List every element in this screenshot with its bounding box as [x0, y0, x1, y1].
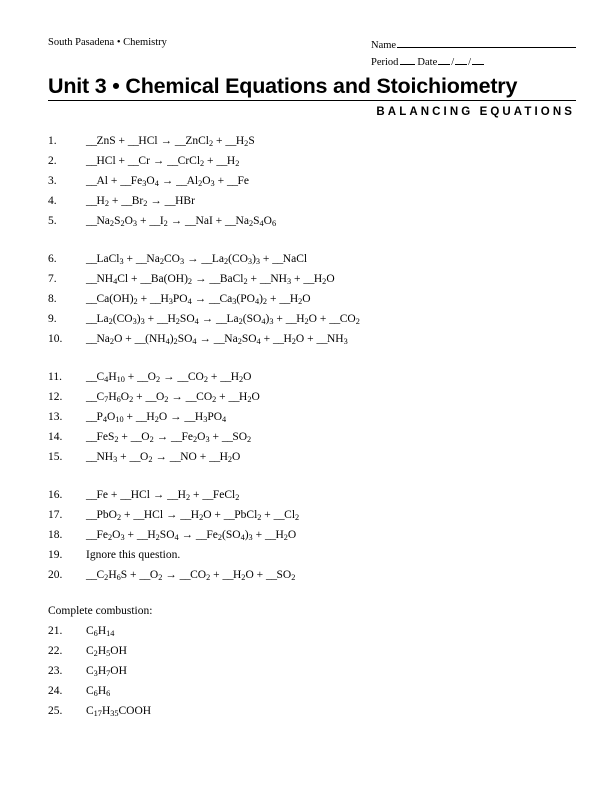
- item-number: 19.: [48, 549, 63, 561]
- item-equation[interactable]: $\_\_Na_2O$ + $\_\_(NH_4)_2SO_4$ → $\_\_Na_2SO_4$ + $\_\_H_2O$ + $\_\_NH_3$: [86, 333, 348, 346]
- problem-group: [48, 135, 576, 235]
- item-equation[interactable]: $\_\_Fe_2O_3$ + $\_\_H_2SO_4$ → $\_\_Fe_2(SO_4)_3$ + $\_\_H_2O$: [86, 529, 297, 542]
- problem-item: [48, 195, 576, 215]
- combustion-item: [48, 705, 576, 725]
- problem-item: [48, 175, 576, 195]
- item-equation[interactable]: $\_\_C_4H_{10}$ + $\_\_O_2$ → $\_\_CO_2$ + $\_\_H_2O$: [86, 371, 252, 384]
- item-equation[interactable]: $\_\_NH_4Cl$ + $\_\_Ba(OH)_2$ → __BaCl$_2$ + $\_\_NH_3$ + $\_\_H_2O$: [86, 273, 335, 286]
- item-equation[interactable]: __Fe + __HCl → $\_\_H_2$ + __FeCl$_2$: [86, 489, 240, 502]
- item-number: 14.: [48, 431, 63, 443]
- problem-item: [48, 253, 576, 273]
- problem-group: [48, 253, 576, 353]
- problem-item: [48, 313, 576, 333]
- problem-list: [48, 135, 576, 589]
- item-number: 10.: [48, 333, 63, 345]
- problem-item: [48, 569, 576, 589]
- item-number: 7.: [48, 273, 57, 285]
- problem-item: [48, 509, 576, 529]
- item-number: 17.: [48, 509, 63, 521]
- item-equation[interactable]: __ZnS + __HCl → __ZnCl$_2$ + $\_\_H_2S$: [86, 135, 255, 148]
- item-number: 24.: [48, 685, 63, 697]
- period-label: Period: [371, 57, 399, 68]
- combustion-list: [48, 625, 576, 725]
- page-title: Unit 3 • Chemical Equations and Stoichiometry: [48, 74, 518, 98]
- item-equation[interactable]: $\_\_La_2(CO_3)_3$ + $\_\_H_2SO_4$ → $\_\_La_2(SO_4)_3$ + $\_\_H_2O$ + $\_\_CO_2$: [86, 313, 360, 326]
- item-number: 20.: [48, 569, 63, 581]
- item-number: 22.: [48, 645, 63, 657]
- group-spacer: [48, 235, 576, 253]
- item-equation[interactable]: __LaCl$_3$ + $\_\_Na_2CO_3$ → $\_\_La_2(CO_3)_3$ + __NaCl: [86, 253, 308, 266]
- combustion-item: [48, 645, 576, 665]
- combustion-item: [48, 665, 576, 685]
- item-equation[interactable]: $C_6H_{14}$: [86, 625, 115, 638]
- item-equation[interactable]: __PbO$_2$ + __HCl → $\_\_H_2O$ + __PbCl$_2$ + $\_\_Cl_2$: [86, 509, 300, 522]
- date-slash-1: /: [451, 57, 455, 68]
- item-equation[interactable]: $\_\_Na_2S_2O_3$ + $\_\_I_2$ → __NaI + $\_\_Na_2S_4O_6$: [86, 215, 277, 228]
- item-number: 5.: [48, 215, 57, 227]
- item-equation[interactable]: __Al + $\_\_Fe_3O_4$ → $\_\_Al_2O_3$ + __Fe: [86, 175, 249, 188]
- item-number: 11.: [48, 371, 62, 383]
- item-number: 8.: [48, 293, 57, 305]
- combustion-item: [48, 685, 576, 705]
- worksheet-subtitle: BALANCING EQUATIONS: [376, 106, 575, 118]
- problem-item: [48, 293, 576, 313]
- item-equation[interactable]: $\_\_H_2$ + $\_\_Br_2$ → __HBr: [86, 195, 195, 208]
- item-number: 12.: [48, 391, 63, 403]
- item-equation[interactable]: __FeS$_2$ + $\_\_O_2$ → $\_\_Fe_2O_3$ + $\_\_SO_2$: [86, 431, 252, 444]
- item-equation[interactable]: $\_\_C_2H_6S$ + $\_\_O_2$ → $\_\_CO_2$ + $\_\_H_2O$ + $\_\_SO_2$: [86, 569, 296, 582]
- problem-item: [48, 549, 576, 569]
- item-equation[interactable]: __HCl + __Cr → __CrCl$_2$ + $\_\_H_2$: [86, 155, 240, 168]
- problem-item: [48, 411, 576, 431]
- item-number: 13.: [48, 411, 63, 423]
- combustion-item: [48, 625, 576, 645]
- spacer-top: [48, 118, 576, 135]
- item-number: 15.: [48, 451, 63, 463]
- item-number: 6.: [48, 253, 57, 265]
- date-label: Date: [417, 57, 438, 68]
- item-number: 16.: [48, 489, 63, 501]
- item-number: 23.: [48, 665, 63, 677]
- item-equation[interactable]: $\_\_C_7H_6O_2$ + $\_\_O_2$ → $\_\_CO_2$ + $\_\_H_2O$: [86, 391, 260, 404]
- page-content: [48, 36, 576, 725]
- item-number: 18.: [48, 529, 63, 541]
- date-month-input[interactable]: [438, 53, 450, 65]
- date-day-input[interactable]: [455, 53, 467, 65]
- problem-item: [48, 333, 576, 353]
- item-equation[interactable]: Ignore this question.: [86, 549, 181, 561]
- page-header: [48, 36, 576, 70]
- item-number: 21.: [48, 625, 63, 637]
- combustion-heading: Complete combustion:: [48, 605, 153, 617]
- problem-item: [48, 155, 576, 175]
- problem-item: [48, 431, 576, 451]
- group-spacer: [48, 471, 576, 489]
- problem-item: [48, 135, 576, 155]
- problem-item: [48, 451, 576, 471]
- item-equation[interactable]: $\_\_Ca(OH)_2$ + $\_\_H_3PO_4$ → $\_\_Ca_3(PO_4)_2$ + $\_\_H_2O$: [86, 293, 311, 306]
- problem-item: [48, 489, 576, 509]
- name-input-line[interactable]: [397, 36, 576, 48]
- course-line: South Pasadena • Chemistry: [48, 37, 167, 48]
- name-label: Name: [371, 40, 397, 51]
- item-number: 25.: [48, 705, 63, 717]
- item-number: 3.: [48, 175, 57, 187]
- title-divider: [48, 100, 576, 101]
- item-equation[interactable]: $C_2H_5OH$: [86, 645, 127, 658]
- item-number: 4.: [48, 195, 57, 207]
- problem-item: [48, 215, 576, 235]
- problem-item: [48, 371, 576, 391]
- item-number: 2.: [48, 155, 57, 167]
- date-slash-2: /: [468, 57, 472, 68]
- date-year-input[interactable]: [472, 53, 484, 65]
- item-equation[interactable]: $C_3H_7OH$: [86, 665, 127, 678]
- item-equation[interactable]: $C_6H_6$: [86, 685, 111, 698]
- item-equation[interactable]: $C_{17}H_{35}COOH$: [86, 705, 152, 718]
- period-date-row: [371, 53, 576, 70]
- period-input-line[interactable]: [400, 53, 415, 65]
- item-equation[interactable]: $\_\_P_4O_{10}$ + $\_\_H_2O$ → $\_\_H_3PO_4$: [86, 411, 227, 424]
- problem-group: [48, 489, 576, 589]
- item-number: 9.: [48, 313, 57, 325]
- item-equation[interactable]: $\_\_NH_3$ + $\_\_O_2$ → __NO + $\_\_H_2O$: [86, 451, 241, 464]
- group-spacer: [48, 353, 576, 371]
- name-row: [371, 36, 576, 53]
- problem-group: [48, 371, 576, 471]
- problem-item: [48, 529, 576, 549]
- item-number: 1.: [48, 135, 57, 147]
- problem-item: [48, 273, 576, 293]
- student-info-block: [371, 36, 576, 70]
- problem-item: [48, 391, 576, 411]
